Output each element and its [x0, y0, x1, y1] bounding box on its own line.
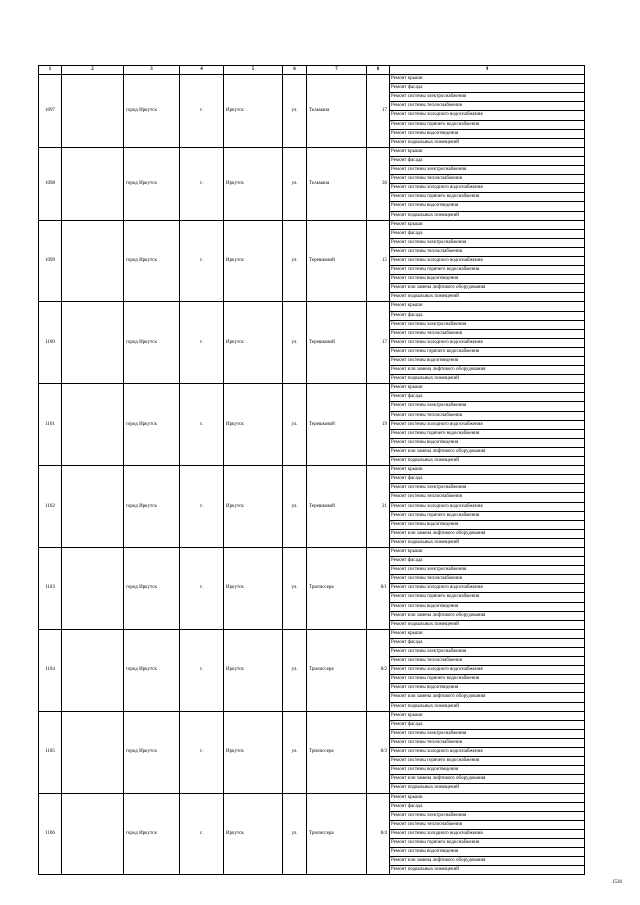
- table-row: [39, 220, 585, 229]
- work-item: Ремонт или замена лифтового оборудования: [390, 857, 585, 866]
- work-item: Ремонт системы электроснабжения: [390, 648, 585, 657]
- work-item: Ремонт подвальных помещений: [390, 211, 585, 220]
- work-item: Ремонт системы теплоснабжения: [390, 329, 585, 338]
- settlement-name: Иркутск: [224, 793, 283, 875]
- empty-cell: [62, 75, 124, 148]
- record-number: 1098: [39, 147, 62, 220]
- empty-cell: [62, 220, 124, 302]
- municipality: город Иркутск: [124, 547, 180, 629]
- work-item: Ремонт подвальных помещений: [390, 620, 585, 629]
- work-item: Ремонт системы электроснабжения: [390, 402, 585, 411]
- table-row: [39, 147, 585, 156]
- work-item: Ремонт системы теплоснабжения: [390, 247, 585, 256]
- work-item: Ремонт фасада: [390, 229, 585, 238]
- settlement-type: г.: [180, 147, 224, 220]
- work-item: Ремонт системы горячего водоснабжения: [390, 266, 585, 275]
- municipality: город Иркутск: [124, 147, 180, 220]
- work-item: Ремонт системы теплоснабжения: [390, 411, 585, 420]
- work-item: Ремонт системы горячего водоснабжения: [390, 511, 585, 520]
- settlement-name: Иркутск: [224, 629, 283, 711]
- work-item: Ремонт крыши: [390, 220, 585, 229]
- work-item: Ремонт или замена лифтового оборудования: [390, 693, 585, 702]
- work-item: Ремонт системы холодного водоснабжения: [390, 111, 585, 120]
- work-item: Ремонт системы электроснабжения: [390, 811, 585, 820]
- work-item: Ремонт или замена лифтового оборудования: [390, 284, 585, 293]
- empty-cell: [62, 629, 124, 711]
- settlement-name: Иркутск: [224, 302, 283, 384]
- work-item: Ремонт системы горячего водоснабжения: [390, 675, 585, 684]
- record-number: 1106: [39, 793, 62, 875]
- work-item: Ремонт системы горячего водоснабжения: [390, 347, 585, 356]
- work-item: Ремонт системы горячего водоснабжения: [390, 838, 585, 847]
- work-item: Ремонт крыши: [390, 629, 585, 638]
- work-item: Ремонт системы электроснабжения: [390, 729, 585, 738]
- work-item: Ремонт системы водоотведения: [390, 684, 585, 693]
- house-number: 8/1: [367, 547, 390, 629]
- street-type: ул.: [283, 384, 307, 466]
- empty-cell: [62, 711, 124, 793]
- settlement-name: Иркутск: [224, 75, 283, 148]
- settlement-name: Иркутск: [224, 466, 283, 548]
- work-item: Ремонт фасада: [390, 156, 585, 165]
- street-name: Трилиссера: [307, 793, 367, 875]
- work-item: Ремонт системы водоотведения: [390, 602, 585, 611]
- street-name: Тельмана: [307, 147, 367, 220]
- works-table: [38, 65, 585, 875]
- work-item: Ремонт системы водоотведения: [390, 766, 585, 775]
- table-row: [39, 384, 585, 393]
- house-number: 21: [367, 466, 390, 548]
- house-number: 8/4: [367, 793, 390, 875]
- work-item: Ремонт системы холодного водоснабжения: [390, 338, 585, 347]
- municipality: город Иркутск: [124, 75, 180, 148]
- work-item: Ремонт фасада: [390, 638, 585, 647]
- work-item: Ремонт системы водоотведения: [390, 520, 585, 529]
- work-item: Ремонт системы теплоснабжения: [390, 102, 585, 111]
- work-item: Ремонт системы электроснабжения: [390, 320, 585, 329]
- house-number: 19: [367, 384, 390, 466]
- work-item: Ремонт или замена лифтового оборудования: [390, 447, 585, 456]
- street-type: ул.: [283, 466, 307, 548]
- work-item: Ремонт системы теплоснабжения: [390, 575, 585, 584]
- work-item: Ремонт крыши: [390, 547, 585, 556]
- work-item: Ремонт фасада: [390, 84, 585, 93]
- house-number: 17: [367, 302, 390, 384]
- work-item: Ремонт или замена лифтового оборудования: [390, 366, 585, 375]
- work-item: Ремонт системы электроснабжения: [390, 166, 585, 175]
- work-item: Ремонт системы горячего водоснабжения: [390, 429, 585, 438]
- work-item: Ремонт системы водоотведения: [390, 848, 585, 857]
- work-item: Ремонт подвальных помещений: [390, 702, 585, 711]
- settlement-type: г.: [180, 75, 224, 148]
- house-number: 8/2: [367, 629, 390, 711]
- work-item: Ремонт системы горячего водоснабжения: [390, 757, 585, 766]
- work-item: Ремонт фасада: [390, 557, 585, 566]
- work-item: Ремонт системы электроснабжения: [390, 93, 585, 102]
- empty-cell: [62, 384, 124, 466]
- municipality: город Иркутск: [124, 302, 180, 384]
- work-item: Ремонт крыши: [390, 302, 585, 311]
- table-body: [39, 75, 585, 875]
- house-number: 36: [367, 147, 390, 220]
- street-name: Тельмана: [307, 75, 367, 148]
- work-item: Ремонт системы электроснабжения: [390, 484, 585, 493]
- table-row: [39, 793, 585, 802]
- header-cell: 9: [390, 66, 585, 75]
- work-item: Ремонт системы электроснабжения: [390, 566, 585, 575]
- work-item: Ремонт системы водоотведения: [390, 357, 585, 366]
- work-item: Ремонт системы водоотведения: [390, 275, 585, 284]
- header-cell: 5: [224, 66, 283, 75]
- record-number: 1102: [39, 466, 62, 548]
- table-row: [39, 711, 585, 720]
- work-item: Ремонт подвальных помещений: [390, 538, 585, 547]
- record-number: 1105: [39, 711, 62, 793]
- record-number: 1104: [39, 629, 62, 711]
- empty-cell: [62, 547, 124, 629]
- work-item: Ремонт системы теплоснабжения: [390, 657, 585, 666]
- table-row: [39, 629, 585, 638]
- work-item: Ремонт крыши: [390, 384, 585, 393]
- work-item: Ремонт фасада: [390, 393, 585, 402]
- work-item: Ремонт системы холодного водоснабжения: [390, 584, 585, 593]
- work-item: Ремонт системы холодного водоснабжения: [390, 748, 585, 757]
- table-row: [39, 547, 585, 556]
- table-row: [39, 302, 585, 311]
- work-item: Ремонт подвальных помещений: [390, 138, 585, 147]
- header-row: [39, 66, 585, 75]
- table-row: [39, 466, 585, 475]
- settlement-type: г.: [180, 302, 224, 384]
- street-name: Терешковой: [307, 220, 367, 302]
- work-item: Ремонт фасада: [390, 475, 585, 484]
- municipality: город Иркутск: [124, 711, 180, 793]
- work-item: Ремонт системы холодного водоснабжения: [390, 420, 585, 429]
- work-item: Ремонт системы водоотведения: [390, 438, 585, 447]
- header-cell: 6: [283, 66, 307, 75]
- street-type: ул.: [283, 629, 307, 711]
- work-item: Ремонт системы теплоснабжения: [390, 738, 585, 747]
- work-item: Ремонт системы холодного водоснабжения: [390, 666, 585, 675]
- settlement-name: Иркутск: [224, 147, 283, 220]
- header-cell: 8: [367, 66, 390, 75]
- work-item: Ремонт системы холодного водоснабжения: [390, 502, 585, 511]
- settlement-type: г.: [180, 629, 224, 711]
- record-number: 1097: [39, 75, 62, 148]
- work-item: Ремонт фасада: [390, 720, 585, 729]
- work-item: Ремонт подвальных помещений: [390, 784, 585, 793]
- municipality: город Иркутск: [124, 384, 180, 466]
- municipality: город Иркутск: [124, 629, 180, 711]
- work-item: Ремонт системы горячего водоснабжения: [390, 120, 585, 129]
- work-item: Ремонт крыши: [390, 711, 585, 720]
- street-type: ул.: [283, 711, 307, 793]
- work-item: Ремонт подвальных помещений: [390, 866, 585, 875]
- street-type: ул.: [283, 147, 307, 220]
- municipality: город Иркутск: [124, 793, 180, 875]
- street-type: ул.: [283, 547, 307, 629]
- work-item: Ремонт крыши: [390, 147, 585, 156]
- work-item: Ремонт крыши: [390, 466, 585, 475]
- work-item: Ремонт подвальных помещений: [390, 293, 585, 302]
- work-item: Ремонт системы холодного водоснабжения: [390, 829, 585, 838]
- work-item: Ремонт или замена лифтового оборудования: [390, 529, 585, 538]
- empty-cell: [62, 302, 124, 384]
- record-number: 1099: [39, 220, 62, 302]
- work-item: Ремонт системы горячего водоснабжения: [390, 593, 585, 602]
- empty-cell: [62, 147, 124, 220]
- header-cell: 3: [124, 66, 180, 75]
- work-item: Ремонт системы теплоснабжения: [390, 493, 585, 502]
- work-item: Ремонт крыши: [390, 75, 585, 84]
- work-item: Ремонт или замена лифтового оборудования: [390, 611, 585, 620]
- work-item: Ремонт системы холодного водоснабжения: [390, 256, 585, 265]
- street-name: Терешковой: [307, 384, 367, 466]
- settlement-name: Иркутск: [224, 384, 283, 466]
- street-name: Трилиссера: [307, 629, 367, 711]
- work-item: Ремонт системы холодного водоснабжения: [390, 184, 585, 193]
- record-number: 1100: [39, 302, 62, 384]
- house-number: 8/3: [367, 711, 390, 793]
- settlement-type: г.: [180, 466, 224, 548]
- work-item: Ремонт крыши: [390, 793, 585, 802]
- header-cell: 4: [180, 66, 224, 75]
- settlement-type: г.: [180, 384, 224, 466]
- empty-cell: [62, 466, 124, 548]
- work-item: Ремонт системы водоотведения: [390, 202, 585, 211]
- settlement-type: г.: [180, 711, 224, 793]
- house-number: 15: [367, 220, 390, 302]
- street-name: Трилиссера: [307, 711, 367, 793]
- work-item: Ремонт подвальных помещений: [390, 375, 585, 384]
- work-item: Ремонт или замена лифтового оборудования: [390, 775, 585, 784]
- work-item: Ремонт подвальных помещений: [390, 457, 585, 466]
- street-name: Терешковой: [307, 302, 367, 384]
- street-type: ул.: [283, 302, 307, 384]
- work-item: Ремонт системы теплоснабжения: [390, 175, 585, 184]
- header-cell: 1: [39, 66, 62, 75]
- house-number: 17: [367, 75, 390, 148]
- settlement-name: Иркутск: [224, 220, 283, 302]
- work-item: Ремонт фасада: [390, 802, 585, 811]
- street-type: ул.: [283, 75, 307, 148]
- municipality: город Иркутск: [124, 220, 180, 302]
- street-name: Трилиссера: [307, 547, 367, 629]
- header-cell: 2: [62, 66, 124, 75]
- header-cell: 7: [307, 66, 367, 75]
- street-name: Терешковой: [307, 466, 367, 548]
- settlement-type: г.: [180, 793, 224, 875]
- work-item: Ремонт фасада: [390, 311, 585, 320]
- empty-cell: [62, 793, 124, 875]
- settlement-name: Иркутск: [224, 547, 283, 629]
- street-type: ул.: [283, 793, 307, 875]
- work-item: Ремонт системы водоотведения: [390, 129, 585, 138]
- work-item: Ремонт системы теплоснабжения: [390, 820, 585, 829]
- street-type: ул.: [283, 220, 307, 302]
- record-number: 1101: [39, 384, 62, 466]
- municipality: город Иркутск: [124, 466, 180, 548]
- settlement-type: г.: [180, 547, 224, 629]
- settlement-type: г.: [180, 220, 224, 302]
- page-number: 1530: [612, 880, 622, 885]
- work-item: Ремонт системы электроснабжения: [390, 238, 585, 247]
- table-row: [39, 75, 585, 84]
- settlement-name: Иркутск: [224, 711, 283, 793]
- work-item: Ремонт системы горячего водоснабжения: [390, 193, 585, 202]
- record-number: 1103: [39, 547, 62, 629]
